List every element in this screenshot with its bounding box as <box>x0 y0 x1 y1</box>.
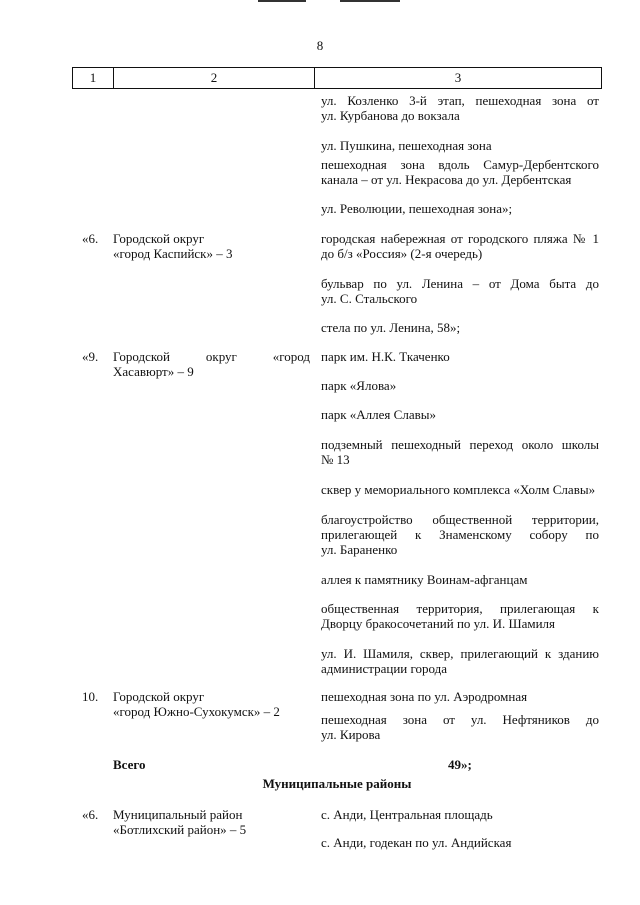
object-line: до б/з «Россия» (2-я очередь) <box>321 246 483 261</box>
object-line: бульвар по ул. Ленина – от Дома быта до <box>321 276 599 291</box>
object-line: Дворцу бракосочетаний по ул. И. Шамиля <box>321 616 556 631</box>
object-line: благоустройство общественной территории, <box>321 512 599 527</box>
row-number: «6. <box>82 231 99 246</box>
object-line: парк им. Н.К. Ткаченко <box>321 349 450 364</box>
district-name: «город Южно-Сухокумск» – 2 <box>113 704 280 719</box>
object-line: с. Анди, годекан по ул. Андийская <box>321 835 512 850</box>
object-line: сквер у мемориального комплекса «Холм Славы» <box>321 482 596 497</box>
object-line: ул. И. Шамиля, сквер, прилегающий к зданию <box>321 646 599 661</box>
district-name: Городской округ <box>113 231 205 246</box>
total-label: Всего <box>113 757 146 772</box>
object-line: подземный пешеходный переход около школы <box>321 437 599 452</box>
district-name: Хасавюрт» – 9 <box>113 364 194 379</box>
header-col-2: 2 <box>210 70 218 85</box>
object-line: администрации города <box>321 661 448 676</box>
header-col-1: 1 <box>89 70 97 85</box>
total-value: 49»; <box>448 757 472 772</box>
object-line: общественная территория, прилегающая к <box>321 601 599 616</box>
object-line: парк «Аллея Славы» <box>321 407 436 422</box>
object-line: прилегающей к Знаменскому собору по <box>321 527 599 542</box>
row-number: «9. <box>82 349 99 364</box>
object-line: пешеходная зона от ул. Нефтяников до <box>321 712 599 727</box>
object-line: парк «Ялова» <box>321 378 397 393</box>
object-line: стела по ул. Ленина, 58»; <box>321 320 461 335</box>
object-line: ул. Козленко 3-й этап, пешеходная зона от <box>321 93 599 108</box>
object-line: с. Анди, Центральная площадь <box>321 807 493 822</box>
object-line: канала – от ул. Некрасова до ул. Дербентская <box>321 172 572 187</box>
table-header <box>72 67 602 89</box>
page-number: 8 <box>316 38 324 53</box>
object-line: № 13 <box>321 452 350 467</box>
district-name: Муниципальный район <box>113 807 243 822</box>
section-title: Муниципальные районы <box>262 776 412 791</box>
scan-artifact <box>258 0 306 2</box>
object-line: городская набережная от городского пляжа № 1 <box>321 231 599 246</box>
object-line: ул. С. Стальского <box>321 291 418 306</box>
object-line: пешеходная зона вдоль Самур-Дербентского <box>321 157 599 172</box>
header-col-3: 3 <box>454 70 462 85</box>
object-line: ул. Бараненко <box>321 542 398 557</box>
district-name: «Ботлихский район» – 5 <box>113 822 247 837</box>
row-number: 10. <box>82 689 99 704</box>
district-name: Городской округ «город <box>113 349 310 364</box>
object-line: ул. Пушкина, пешеходная зона <box>321 138 492 153</box>
object-line: ул. Революции, пешеходная зона»; <box>321 201 513 216</box>
object-line: аллея к памятнику Воинам-афганцам <box>321 572 528 587</box>
object-line: ул. Курбанова до вокзала <box>321 108 460 123</box>
object-line: ул. Кирова <box>321 727 381 742</box>
row-number: «6. <box>82 807 99 822</box>
district-name: Городской округ <box>113 689 205 704</box>
scan-artifact <box>340 0 400 2</box>
district-name: «город Каспийск» – 3 <box>113 246 233 261</box>
object-line: пешеходная зона по ул. Аэродромная <box>321 689 528 704</box>
